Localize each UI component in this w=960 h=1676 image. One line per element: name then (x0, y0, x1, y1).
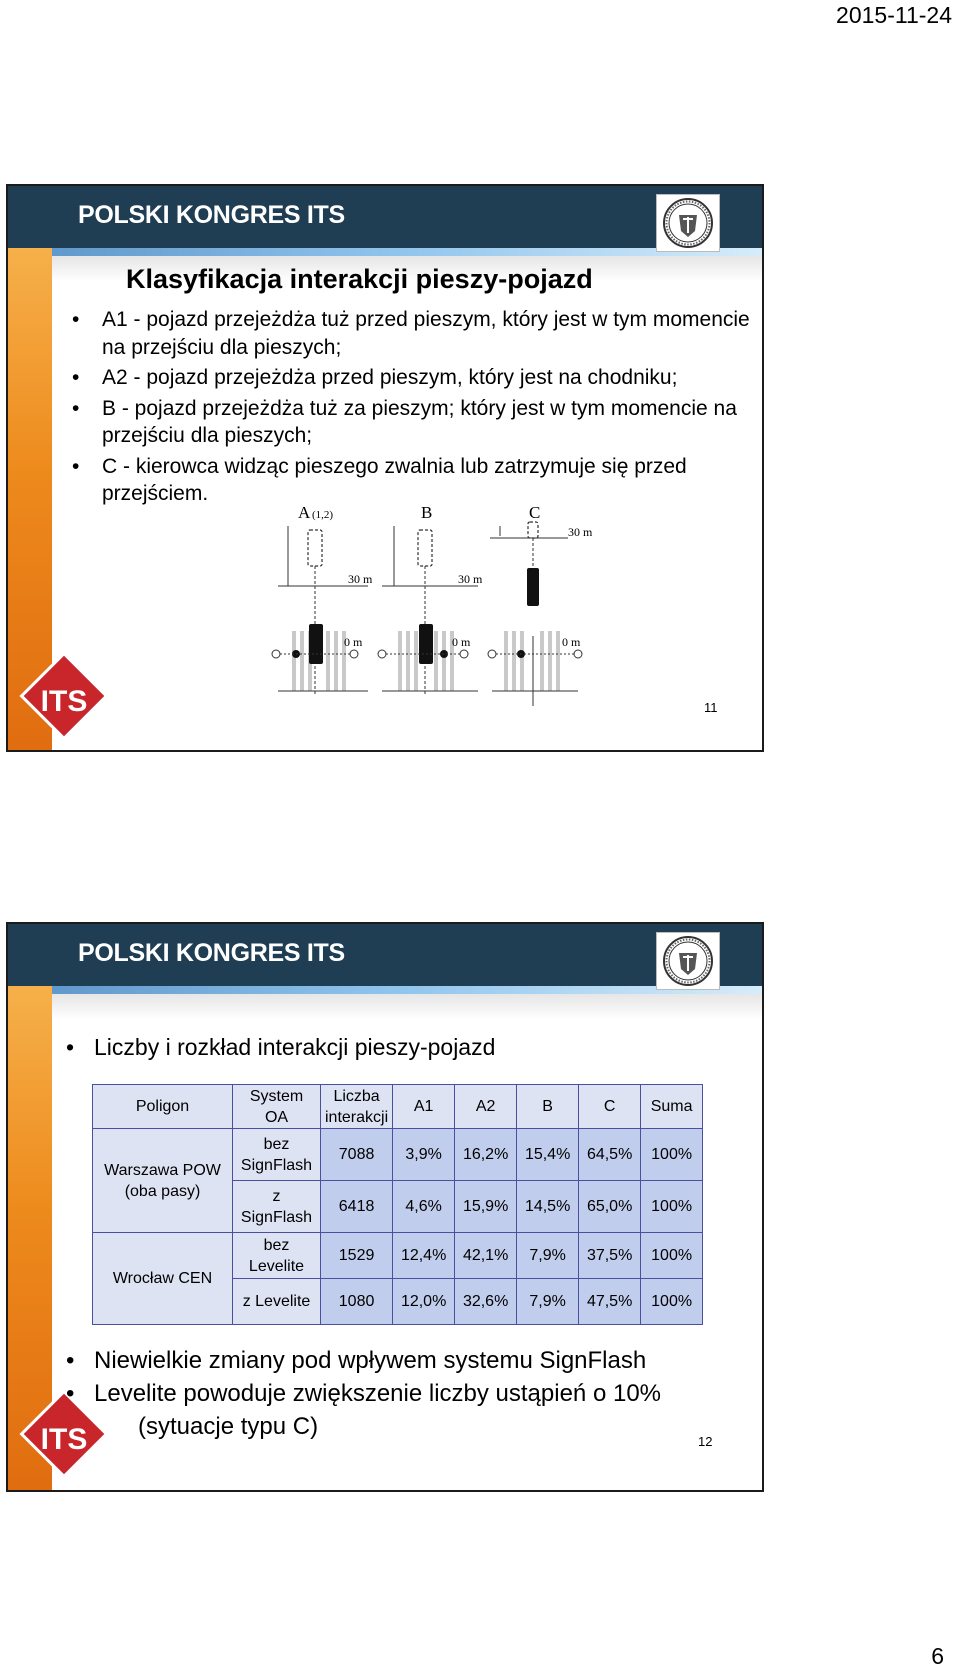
cell-c: 47,5% (579, 1279, 641, 1325)
cell-system: bez SignFlash (233, 1129, 321, 1181)
diagram-label-a: A (298, 503, 311, 522)
header-a2: A2 (455, 1085, 517, 1129)
its-logo-text: ITS (40, 1423, 88, 1456)
cell-sum: 100% (641, 1129, 703, 1181)
slide-12 (6, 922, 764, 1492)
header-shade (8, 994, 762, 1020)
university-seal-icon (656, 932, 720, 990)
conclusion-levelite: • Levelite powoduje zwiększenie liczby ustąpień o 10% (66, 1377, 756, 1410)
cell-count: 1080 (321, 1279, 393, 1325)
bullet-c: • C - kierowca widząc pieszego zwalnia lub zatrzymuje się przed przejściem. (66, 453, 756, 508)
table-header-row (93, 1085, 703, 1129)
cell-count: 7088 (321, 1129, 393, 1181)
header-poligon: Poligon (93, 1085, 233, 1129)
cell-b: 7,9% (517, 1233, 579, 1279)
distance-label-5: 0 m (452, 635, 471, 649)
cell-a2: 32,6% (455, 1279, 517, 1325)
cell-a1: 4,6% (393, 1181, 455, 1233)
header-title: POLSKI KONGRES ITS (78, 939, 345, 967)
distance-label-4: 0 m (344, 635, 363, 649)
bullet-list (66, 306, 756, 511)
cell-a2: 15,9% (455, 1181, 517, 1233)
header-system: System OA (233, 1085, 321, 1129)
header-strip (8, 248, 762, 256)
cell-b: 14,5% (517, 1181, 579, 1233)
diagram-label-a-sub: (1,2) (312, 509, 334, 521)
slide-11 (6, 184, 764, 752)
bullet-a2: • A2 - pojazd przejeżdża przed pieszym, który jest na chodniku; (66, 364, 756, 392)
cell-sum: 100% (641, 1279, 703, 1325)
slide-header (8, 186, 762, 248)
cell-poligon: Wrocław CEN (93, 1233, 233, 1325)
distance-label-2: 30 m (458, 572, 483, 586)
header-title: POLSKI KONGRES ITS (78, 201, 345, 229)
slide-header (8, 924, 762, 986)
header-count: Liczba interakcji (321, 1085, 393, 1129)
cell-a1: 3,9% (393, 1129, 455, 1181)
conclusion-signflash: • Niewielkie zmiany pod wpływem systemu SignFlash (66, 1344, 756, 1377)
header-a1: A1 (393, 1085, 455, 1129)
slide-number: 12 (698, 1434, 713, 1449)
page-number: 6 (931, 1643, 944, 1669)
intro-bullet-list (66, 1034, 756, 1061)
table-row (93, 1233, 703, 1279)
header-strip (8, 986, 762, 994)
slide-number: 11 (704, 700, 718, 715)
intro-bullet: • Liczby i rozkład interakcji pieszy-pojazd (66, 1034, 756, 1061)
cell-c: 64,5% (579, 1129, 641, 1181)
diagram-label-b: B (421, 503, 433, 522)
conclusion-list (66, 1344, 756, 1443)
distance-label-3: 30 m (568, 525, 593, 539)
header-sum: Suma (641, 1085, 703, 1129)
cell-c: 37,5% (579, 1233, 641, 1279)
table-row (93, 1129, 703, 1181)
interaction-stats-table (92, 1084, 703, 1325)
interaction-diagram (278, 503, 608, 706)
slide-title: Klasyfikacja interakcji pieszy-pojazd (126, 264, 593, 294)
cell-sum: 100% (641, 1233, 703, 1279)
cell-b: 7,9% (517, 1279, 579, 1325)
cell-system: z SignFlash (233, 1181, 321, 1233)
cell-sum: 100% (641, 1181, 703, 1233)
cell-count: 6418 (321, 1181, 393, 1233)
page-date: 2015-11-24 (836, 2, 952, 28)
its-logo (12, 641, 116, 751)
cell-a1: 12,0% (393, 1279, 455, 1325)
its-logo-text: ITS (40, 685, 88, 718)
cell-a2: 42,1% (455, 1233, 517, 1279)
conclusion-levelite-note: (sytuacje typu C) (138, 1413, 319, 1440)
cell-c: 65,0% (579, 1181, 641, 1233)
cell-poligon: Warszawa POW (oba pasy) (93, 1129, 233, 1233)
distance-label-1: 30 m (348, 572, 373, 586)
header-b: B (517, 1085, 579, 1129)
cell-a1: 12,4% (393, 1233, 455, 1279)
cell-count: 1529 (321, 1233, 393, 1279)
cell-system: bez Levelite (233, 1233, 321, 1279)
cell-a2: 16,2% (455, 1129, 517, 1181)
cell-b: 15,4% (517, 1129, 579, 1181)
diagram-label-c: C (529, 503, 541, 522)
bullet-a1: • A1 - pojazd przejeżdża tuż przed pieszym, który jest w tym momencie na przejściu dla pieszych; (66, 306, 756, 361)
distance-label-6: 0 m (562, 635, 581, 649)
bullet-b: • B - pojazd przejeżdża tuż za pieszym; który jest w tym momencie na przejściu dla pieszych; (66, 395, 756, 450)
university-seal-icon (656, 194, 720, 252)
header-c: C (579, 1085, 641, 1129)
cell-system: z Levelite (233, 1279, 321, 1325)
